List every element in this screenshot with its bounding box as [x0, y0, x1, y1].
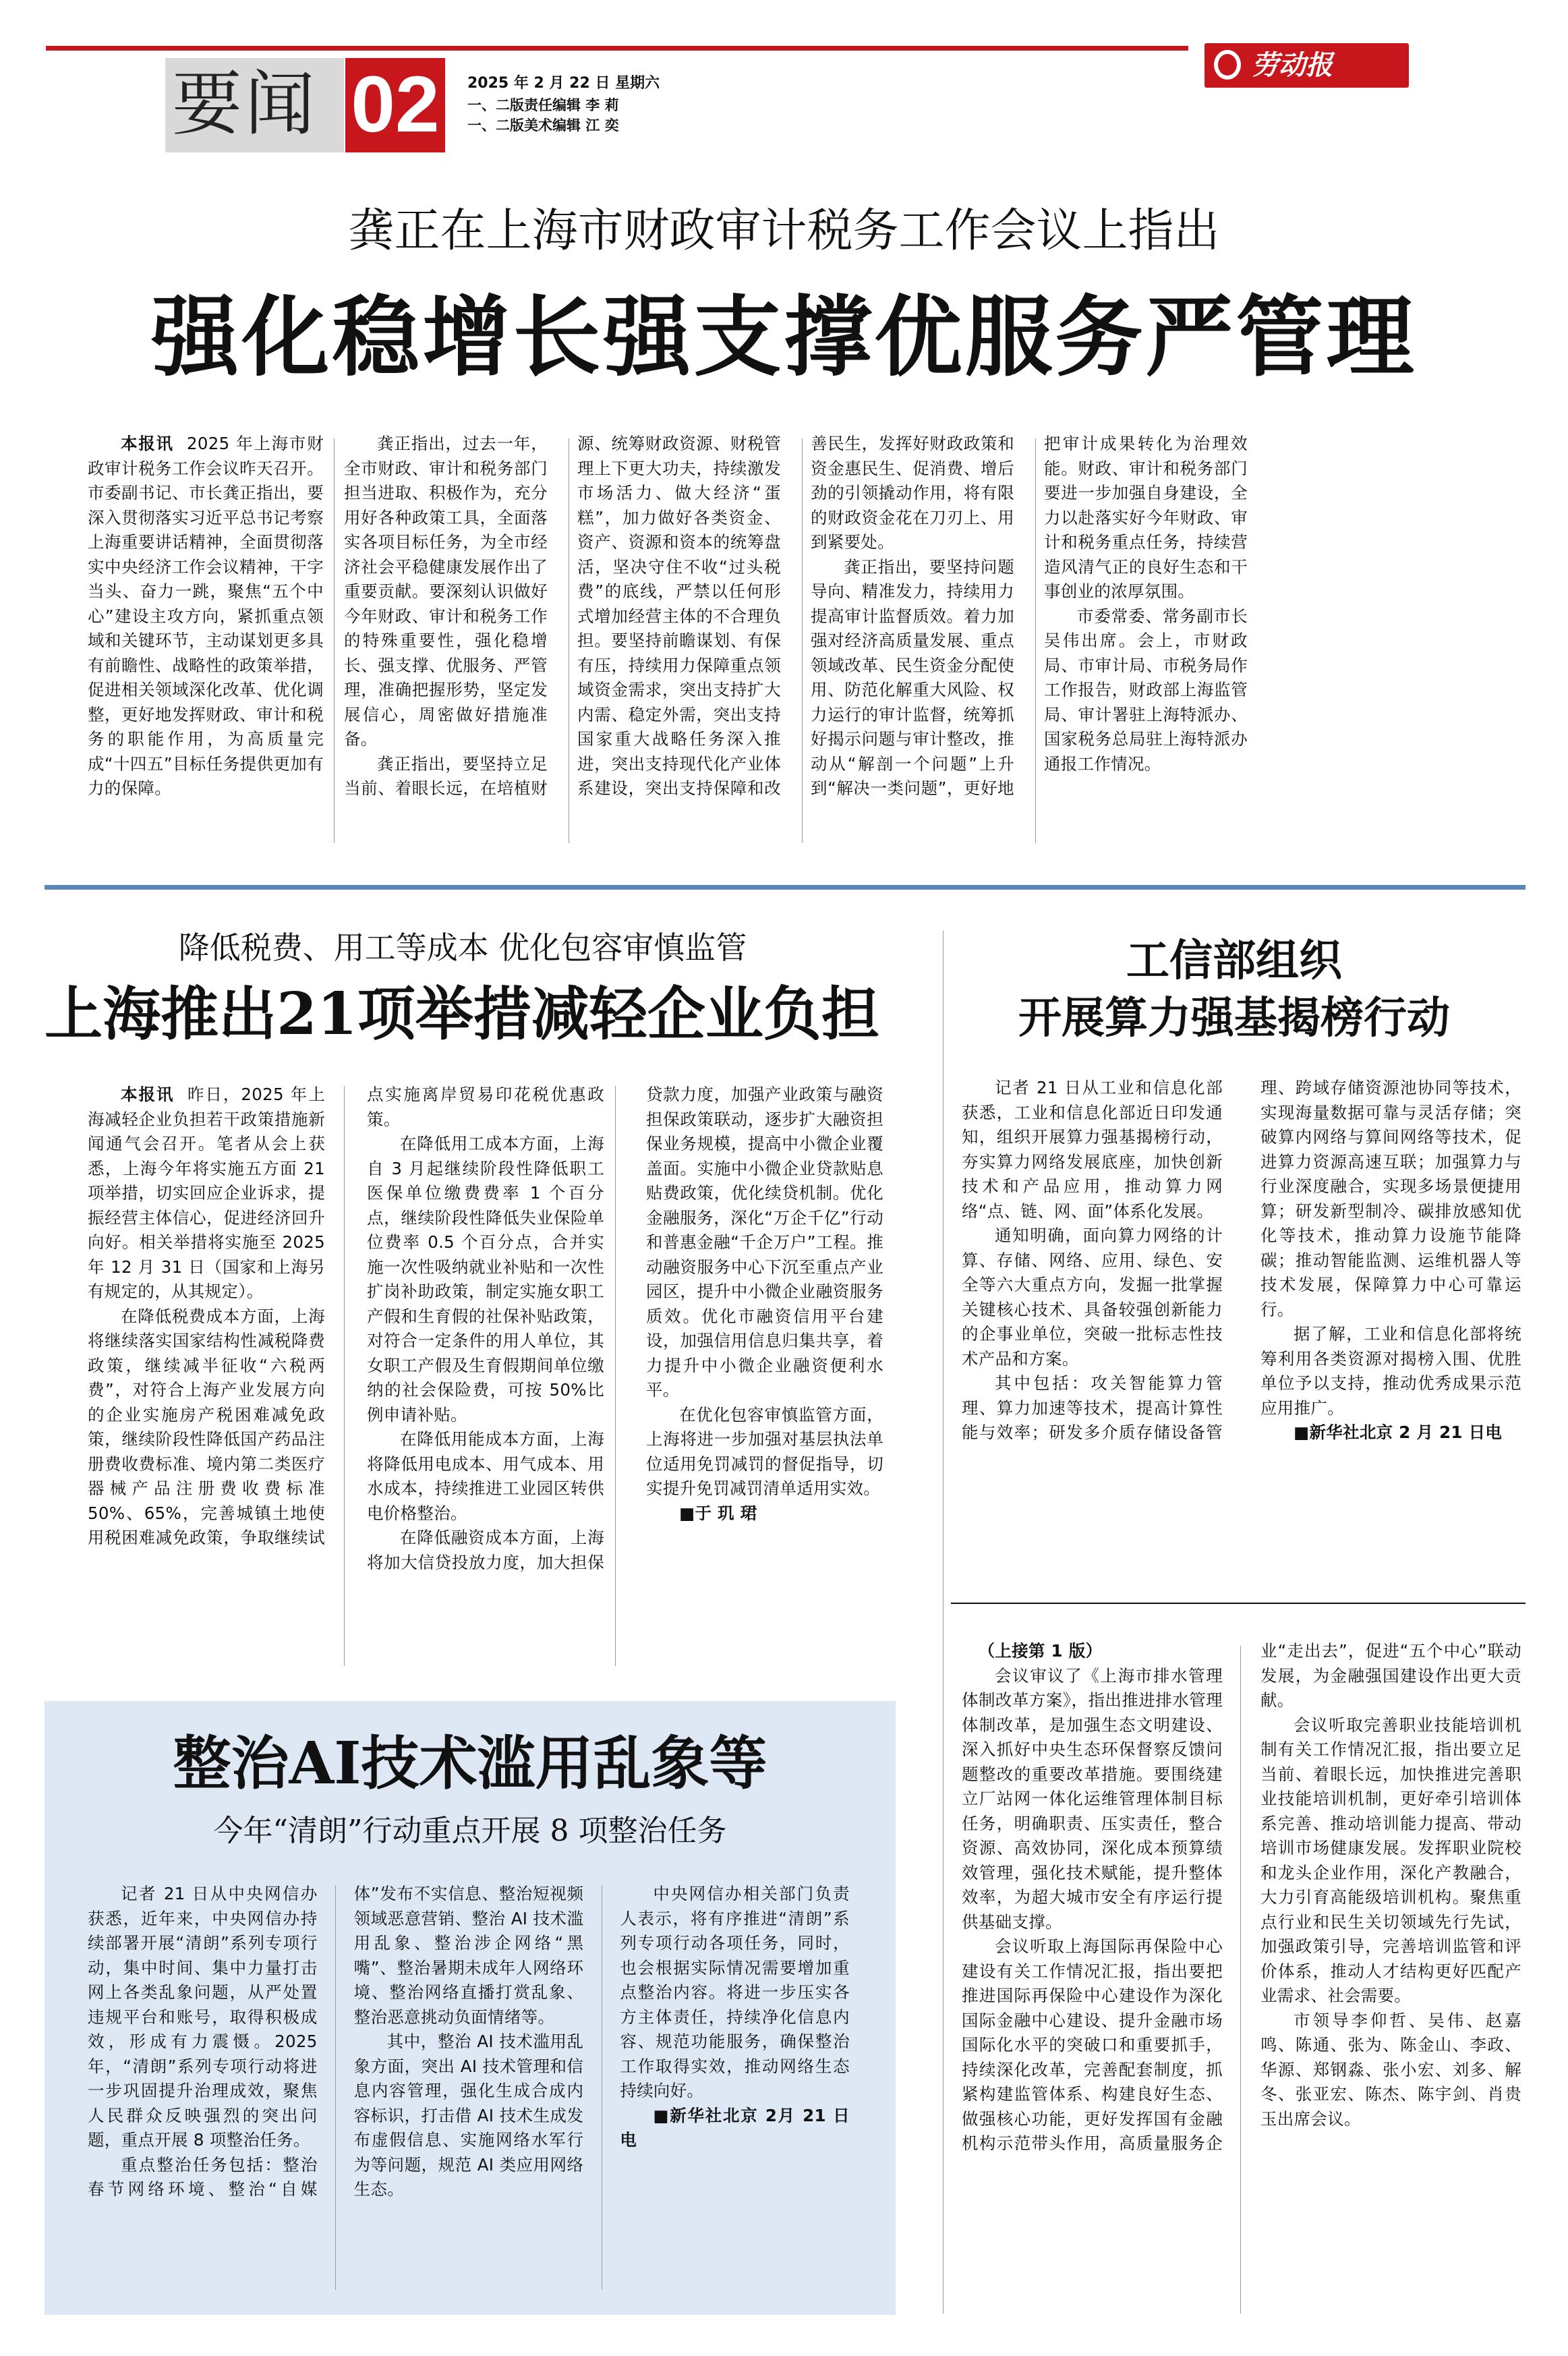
section-title: 要闻	[172, 63, 318, 145]
article1-lead-tag: 本报讯	[121, 434, 174, 453]
page-number: 02	[351, 60, 440, 149]
article4-para-1: 记者 21 日从中央网信办获悉，近年来，中央网信办持续部署开展“清朗”系列专项行动，集中时间、集中力量打击网上各类乱象问题，从严处置违规平台和账号，取得积极成效，形成有力震慑。2025 年，“清朗”系列专项行动将进一步巩固提升治理成效，聚焦人民群众反映强烈的突出问题，重点开展 8 项整治任务。	[88, 1884, 318, 2150]
article5-para-3: 会议听取完善职业技能培训机制有关工作情况汇报，指出要立足当前、着眼长远，加快推进完善职业技能培训机制，更好牵引培训体系完善、推动培训能力提高、带动培训市场健康发展。发挥职业院校和龙头企业作用，深化产教融合，大力引育高能级培训机构。聚焦重点行业和民生关切领域先行先试，加强政策引导，完善培训监管和评价体系，推动人才结构更好匹配产业需求、社会需要。	[1260, 1715, 1521, 2005]
article5-para-4: 市领导李仰哲、吴伟、赵嘉鸣、陈通、张为、陈金山、李政、华源、郑钢淼、张小宏、刘多、解冬、张亚宏、陈杰、陈宇剑、肖贵玉出席会议。	[1260, 2010, 1521, 2129]
article3-body	[962, 1076, 1521, 1568]
art-editor-line: 一、二版美术编辑 江 奕	[467, 117, 619, 134]
article1-col2	[344, 432, 1248, 846]
article3-para-3: 其中包括：攻关智能算力管理、算力加速等技术，提高计算性能与效率；研发多介质存储设备管理、跨域存储资源池协同等技术，实现海量数据可靠与灵活存储；突破算内网络与算间网络等技术，促进算力资源高速互联；加强算力与行业深度融合，实现多场景便捷用算；研发新型制冷、碳排放感知优化等技术，推动算力设施节能降碳；推动智能监测、运维机器人等技术发展，保障算力中心可靠运行。	[962, 1078, 1521, 1442]
article5-para-2: 会议听取上海国际再保险中心建设有关工作情况汇报，指出要把推进国际再保险中心建设作为深化国际金融中心建设、提升金融市场国际化水平的突破口和重要抓手，持续深化改革，完善配套制度，抓紧构建监管体系、构建良好生态、做强核心功能，更好发挥国有金融机构示范带头作用，高质量服务企业“走出去”，促进“五个中心”联动发展，为金融强国建设作出更大贡献。	[962, 1641, 1521, 2153]
article1-para-1: 2025 年上海市财政审计税务工作会议昨天召开。市委副书记、市长龚正指出，要深入贯彻落实习近平总书记考察上海重要讲话精神，全面贯彻落实中央经济工作会议精神，干字当头、奋力一跳，聚焦“五个中心”建设主攻方向，紧抓重点领域和关键环节，主动谋划更多具有前瞻性、战略性的政策举措，促进相关领域深化改革、优化调整，更好地发挥财政、审计和税务的职能作用，为高质量完成“十四五”目标任务提供更加有力的保障。	[88, 434, 324, 798]
article1-para-2: 龚正指出，过去一年，全市财政、审计和税务部门担当进取、积极作为，充分用好各种政策工具，全面落实各项目标任务，为全市经济社会平稳健康发展作出了重要贡献。要深刻认识做好今年财政、审计和税务工作的特殊重要性，强化稳增长、强支撑、优服务、严管理，准确把握形势，坚定发展信心，周密做好措施准备。	[344, 434, 548, 749]
article4-subhead: 今年“清朗”行动重点开展 8 项整治任务	[213, 1814, 727, 1848]
article2-para-6: 在优化包容审慎监管方面，上海将进一步加强对基层执法单位适用免罚减罚的督促指导，切实提升免罚减罚清单适用实效。	[646, 1404, 883, 1498]
article1-para-5: 市委常委、常务副市长吴伟出席。会上，市财政局、市审计局、市税务局作工作报告，财政部上海监管局、审计署驻上海特派办、国家税务总局驻上海特派办通报工作情况。	[1044, 606, 1248, 774]
article3-para-2: 通知明确，面向算力网络的计算、存储、网络、应用、绿色、安全等六大重点方向，发掘一批掌握关键核心技术、具备较强创新能力的企事业单位，突破一批标志性技术产品和方案。	[962, 1226, 1223, 1369]
article2-signature: ■于 玑 珺	[679, 1503, 757, 1523]
article5-body	[962, 1639, 1521, 2320]
article4-para-3: 其中，整治 AI 技术滥用乱象方面，突出 AI 技术管理和信息内容管理，强化生成合成内容标识，打击借 AI 技术生成发布虚假信息、实施网络水军行为等问题，规范 AI 类应用网络生态。	[353, 2032, 584, 2199]
article2-body	[88, 1083, 883, 1676]
article1-col1	[88, 432, 324, 801]
article3-para-1: 记者 21 日从工业和信息化部获悉，工业和信息化部近日印发通知，组织开展算力强基揭榜行动，夯实算力网络发展底座，加快创新技术和产品应用，推动算力网络“点、链、网、面”体系化发展。	[962, 1078, 1223, 1221]
article4-signature: ■新华社北京 2月 21 日电	[620, 2105, 850, 2150]
paper-logo	[1204, 43, 1409, 88]
article2-lead-tag: 本报讯	[121, 1085, 175, 1104]
article2-para-3: 在降低用工成本方面，上海自 3 月起继续阶段性降低职工医保单位缴费费率 1 个百分点，继续阶段性降低失业保险单位费率 0.5 个百分点，合并实施一次性吸纳就业补贴和一次性扩岗补助政策，制定实施女职工产假和生育假的社保补贴政策，对符合一定条件的用人单位，其女职工产假及生育假期间单位缴纳的社会保险费，可按 50%比例申请补贴。	[367, 1134, 604, 1425]
article3-divider	[951, 1603, 1526, 1604]
article3-para-4: 据了解，工业和信息化部将统筹利用各类资源对揭榜入围、优胜单位予以支持，推动优秀成果示范应用推广。	[1260, 1324, 1521, 1418]
article3-headline-2: 开展算力强基揭榜行动	[1018, 993, 1450, 1043]
paper-name: 劳动报	[1252, 49, 1333, 81]
article2-para-4: 在降低用能成本方面，上海将降低用电成本、用气成本、用水成本，持续推进工业园区转供电价格整治。	[367, 1429, 604, 1523]
article4-para-4: 中央网信办相关部门负责人表示，将有序推进“清朗”系列专项行动各项任务，同时，也会根据实际情况需要增加重点整治内容。将进一步压实各方主体责任，持续净化信息内容、规范功能服务，确保整治工作取得实效，推动网络生态持续向好。	[620, 1884, 850, 2100]
article3-signature: ■新华社北京 2 月 21 日电	[1294, 1423, 1503, 1442]
issue-date: 2025 年 2 月 22 日 星期六	[467, 75, 660, 92]
article1-para-4: 龚正指出，要坚持问题导向、精准发力，持续用力提高审计监督质效。着力加强对经济高质量发展、重点领域改革、民生资金分配使用、防范化解重大风险、权力运行的审计监督，统筹抓好揭示问题与审计整改，推动从“解剖一个问题”上升到“解决一类问题”，更好地把审计成果转化为治理效能。财政、审计和税务部门要进一步加强自身建设，全力以赴落实好今年财政、审计和税务重点任务，持续营造风清气正的良好生态和干事创业的浓厚氛围。	[811, 434, 1248, 798]
section-divider	[45, 885, 1526, 890]
article2-para-2: 在降低税费成本方面，上海将继续落实国家结构性减税降费政策，继续减半征收“六税两费”，对符合上海产业发展方向的企业实施房产税困难减免政策，继续阶段性降低国产药品注册费收费标准、境内第二类医疗器械产品注册费收费标准 50%、65%，完善城镇土地使用税困难减免政策，争取继续试点实施离岸贸易印花税优惠政策。	[88, 1085, 604, 1547]
article5-para-1: 会议审议了《上海市排水管理体制改革方案》，指出推进排水管理体制改革，是加强生态文明建设、深入抓好中央生态环保督察反馈问题整改的重要改革措施。要围绕建立厂站网一体化运维管理体制目标任务，明确职责、压实责任，整合资源、高效协同，深化成本预算绩效管理，强化技术赋能，提升整体效率，为超大城市安全有序运行提供基础支撑。	[962, 1665, 1223, 1932]
article2-headline: 上海推出21项举措减轻企业负担	[45, 980, 879, 1048]
article4-body	[88, 1882, 850, 2300]
article2-para-5: 在降低融资成本方面，上海将加大信贷投放力度，加大担保贷款力度，加强产业政策与融资担保政策联动，逐步扩大融资担保业务规模，提高中小微企业覆盖面。实施中小微企业贷款贴息贴费政策，优化续贷机制。优化金融服务，深化“万企千亿”行动和普惠金融“千企万户”工程。推动融资服务中心下沉至重点产业园区，提升中小微企业融资服务质效。优化市融资信用平台建设，加强信用信息归集共享，着力提升中小微企业融资便利水平。	[367, 1085, 883, 1572]
article1-kicker: 龚正在上海市财政审计税务工作会议上指出	[348, 204, 1220, 258]
article1-headline: 强化稳增长强支撑优服务严管理	[151, 285, 1417, 389]
article3-headline-1: 工信部组织	[1126, 936, 1342, 986]
logo-mark-icon	[1214, 50, 1241, 80]
article2-kicker: 降低税费、用工等成本 优化包容审慎监管	[178, 929, 747, 966]
article1-para-3: 龚正指出，要坚持立足当前、着眼长远，在培植财源、统筹财政资源、财税管理上下更大功夫，持续激发市场活力、做大经济“蛋糕”，加力做好各类资金、资产、资源和资本的统筹盘活，坚决守住不收“过头税费”的底线，严禁以任何形式增加经营主体的不合理负担。要坚持前瞻谋划、有保有压，持续用力保障重点领域资金需求，突出支持扩大内需、稳定外需，突出支持国家重大战略任务深入推进，突出支持现代化产业体系建设，突出支持保障和改善民生，发挥好财政政策和资金惠民生、促消费、增后劲的引领撬动作用，将有限的财政资金花在刀刃上、用到紧要处。	[344, 434, 1014, 798]
article5-tag: （上接第 1 版）	[978, 1641, 1103, 1661]
article4-para-2: 重点整治任务包括：整治春节网络环境、整治“自媒体”发布不实信息、整治短视频领域恶意营销、整治 AI 技术滥用乱象、整治涉企网络“黑嘴”、整治暑期未成年人网络环境、整治网络直播打赏乱象、整治恶意挑动负面情绪等。	[88, 1884, 584, 2199]
editor-line: 一、二版责任编辑 李 莉	[467, 97, 619, 113]
article4-headline: 整治AI技术滥用乱象等	[173, 1729, 767, 1798]
article2-para-1: 昨日，2025 年上海减轻企业负担若干政策措施新闻通气会召开。笔者从会上获悉，上海今年将实施五方面 21 项举措，切实回应企业诉求，提振经营主体信心，促进经济回升向好。相关举措将实施至 2025 年 12 月 31 日（国家和上海另有规定的，从其规定）。	[88, 1085, 325, 1301]
